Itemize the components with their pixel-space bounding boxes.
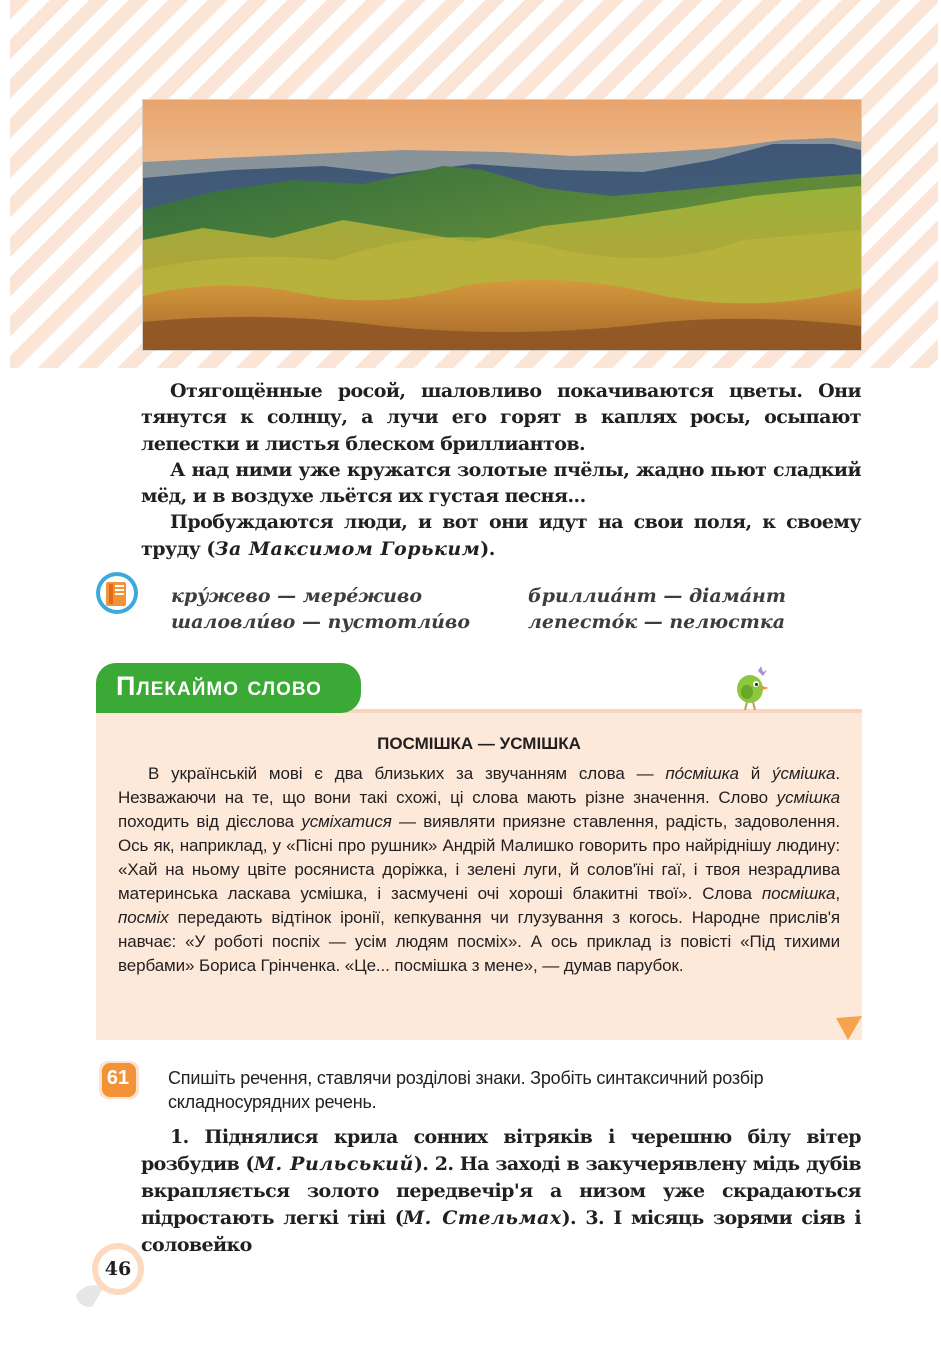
- book-icon: [95, 571, 139, 615]
- box-text: [118, 762, 840, 978]
- story-paragraph: А над ними уже кружатся золотые пчёлы, жадно пьют сладкий мёд, и в воздухе льётся их густая песня...: [141, 458, 861, 508]
- task-number: 61: [106, 1067, 130, 1089]
- story-paragraph: Пробуждаются люди, и вот они идут на свои поля, к своему труду (За Максимом Горьким).: [141, 511, 861, 560]
- story-author: За Максимом Горьким: [214, 537, 481, 560]
- task-paragraph: 1. Піднялися крила сонних вітряків і черешню білу вітер розбудив (М. Рильський). 2. На заході в закучерявлену мідь дубів вкрапляється золото передвечір'я а низом уже скрадаються підростають легкі тіні (М. Стельмах). 3. І місяць зорями сіяв і соловейко: [141, 1126, 862, 1256]
- story-paragraph: Отягощённые росой, шаловливо покачиваются цветы. Они тянутся к солнцу, а лучи его горят в каплях росы, осыпают лепестки и листья блеском бриллиантов.: [141, 380, 861, 455]
- bird-icon: [730, 665, 774, 713]
- box-heading: ПОСМІШКА — УСМІШКА: [377, 734, 581, 753]
- vocab-pair: лепесто́к — пелюстка: [528, 611, 786, 633]
- task-sentences: [141, 1124, 861, 1259]
- task-instruction: Спишіть речення, ставлячи розділові знаки. Зробіть синтаксичний розбір складносурядних речень.: [168, 1068, 764, 1112]
- vocab-pair: бриллиа́нт — діама́нт: [528, 585, 787, 607]
- vocab-pair: шаловли́во — пустотли́во: [171, 611, 471, 633]
- vocab-pair: кру́жево — мере́живо: [171, 585, 423, 607]
- story-text: [141, 378, 861, 562]
- section-title: Плекаймо слово: [116, 671, 322, 701]
- page-number: 46: [104, 1258, 132, 1280]
- corner-arrow-icon: [834, 1014, 864, 1042]
- box-paragraph: В українській мові є два близьких за звучанням слова — по́смішка й у́смішка. Незважаючи на те, що вони такі схожі, ці слова мають різне значення. Слово усмішка походить від дієслова усміхатися — виявляти приязне ставлення, радість, задоволення. Ось як, наприклад, у «Пісні про рушник» Андрій Малишко говорить про найріднішу людину: «Хай на ньому цвіте росяниста доріжка, і зелені луги, й солов'їні гаї, і твоя незрадлива материнська ласкава усмішка, і засмучені очі хороші блакитні твої». Слова посмішка, посміх передають відтінок іронії, кепкування чи глузування з когось. Народне прислів'я навчає: «У роботі поспіх — усім людям посміх». А ось приклад із повісті «Під тихими вербами» Бориса Грінченка. «Це... посмішка з мене», — думав парубок.: [118, 764, 840, 975]
- mountain-valley-photo: [143, 100, 861, 350]
